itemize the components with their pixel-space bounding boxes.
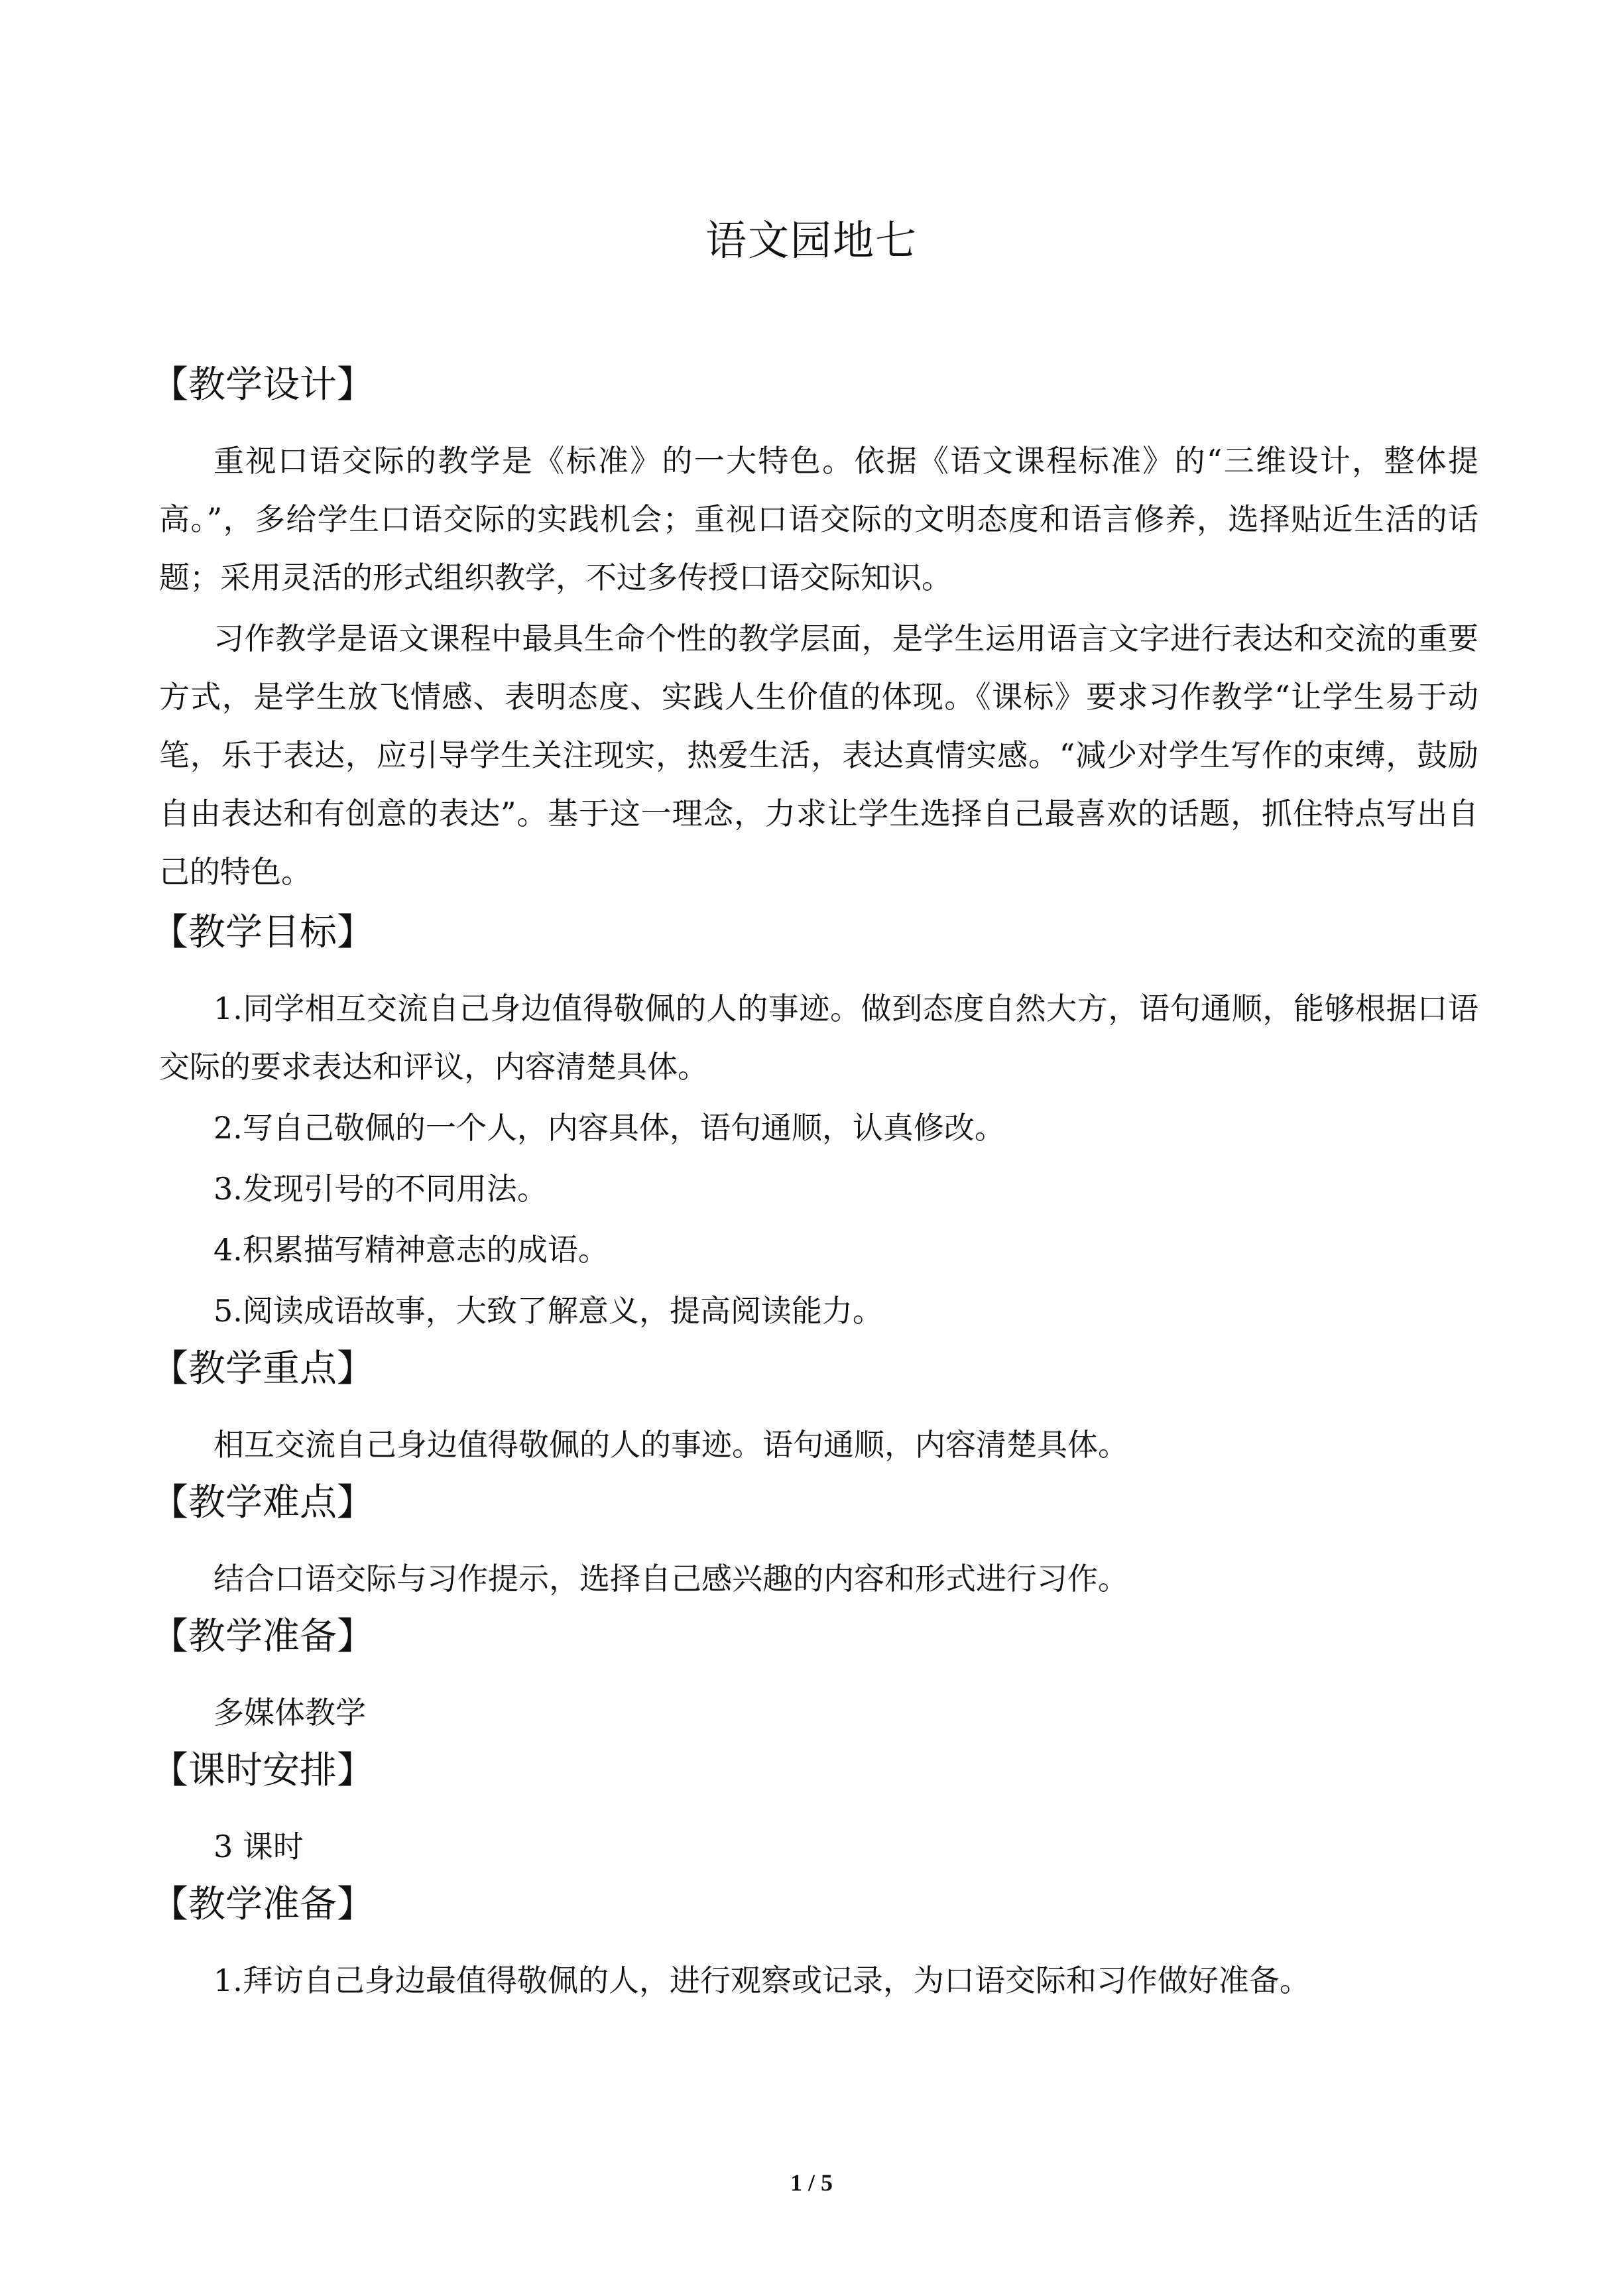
design-paragraph-1: 重视口语交际的教学是《标准》的一大特色。依据《语文课程标准》的“三维设计，整体提高。”，多给学生口语交际的实践机会；重视口语交际的文明态度和语言修养，选择贴近生活的话题；采用灵活的形式组织教学，不过多传授口语交际知识。 (159, 443, 1478, 595)
goal-item-1: 1.同学相互交流自己身边值得敬佩的人的事迹。做到态度自然大方，语句通顺，能够根据口语交际的要求表达和评议，内容清楚具体。 (159, 991, 1478, 1085)
document-title: 语文园地七 (705, 216, 918, 265)
section-heading-prep-2: 【教学准备】 (151, 1883, 374, 1926)
schedule-text: 3 课时 (213, 1829, 304, 1864)
section-heading-design: 【教学设计】 (151, 363, 374, 406)
key-point-text: 相互交流自己身边值得敬佩的人的事迹。语句通顺，内容清楚具体。 (213, 1427, 1128, 1463)
section-heading-key: 【教学重点】 (151, 1347, 374, 1390)
document-body (151, 361, 1478, 2010)
prep-2-item-1: 1.拜访自己身边最值得敬佩的人，进行观察或记录，为口语交际和习作做好准备。 (213, 1963, 1310, 1998)
goal-item-3: 3.发现引号的不同用法。 (213, 1171, 548, 1207)
design-paragraph-2: 习作教学是语文课程中最具生命个性的教学层面，是学生运用语言文字进行表达和交流的重要方式，是学生放飞情感、表明态度、实践人生价值的体现。《课标》要求习作教学“让学生易于动笔，乐于表达，应引导学生关注现实，热爱生活，表达真情实感。“减少对学生写作的束缚，鼓励自由表达和有创意的表达”。基于这一理念，力求让学生选择自己最喜欢的话题，抓住特点写出自己的特色。 (159, 621, 1478, 890)
goal-item-5: 5.阅读成语故事，大致了解意义，提高阅读能力。 (213, 1293, 883, 1329)
prep-1-text: 多媒体教学 (213, 1695, 366, 1730)
difficulty-text: 结合口语交际与习作提示，选择自己感兴趣的内容和形式进行习作。 (213, 1561, 1128, 1597)
section-heading-schedule: 【课时安排】 (151, 1749, 374, 1792)
section-heading-prep-1: 【教学准备】 (151, 1615, 374, 1658)
goal-item-4: 4.积累描写精神意志的成语。 (213, 1232, 609, 1268)
goal-item-2: 2.写自己敬佩的一个人，内容具体，语句通顺，认真修改。 (213, 1110, 1005, 1146)
section-heading-difficulty: 【教学难点】 (151, 1481, 374, 1524)
page-number: 1 / 5 (790, 2169, 833, 2196)
section-heading-goals: 【教学目标】 (151, 911, 374, 954)
